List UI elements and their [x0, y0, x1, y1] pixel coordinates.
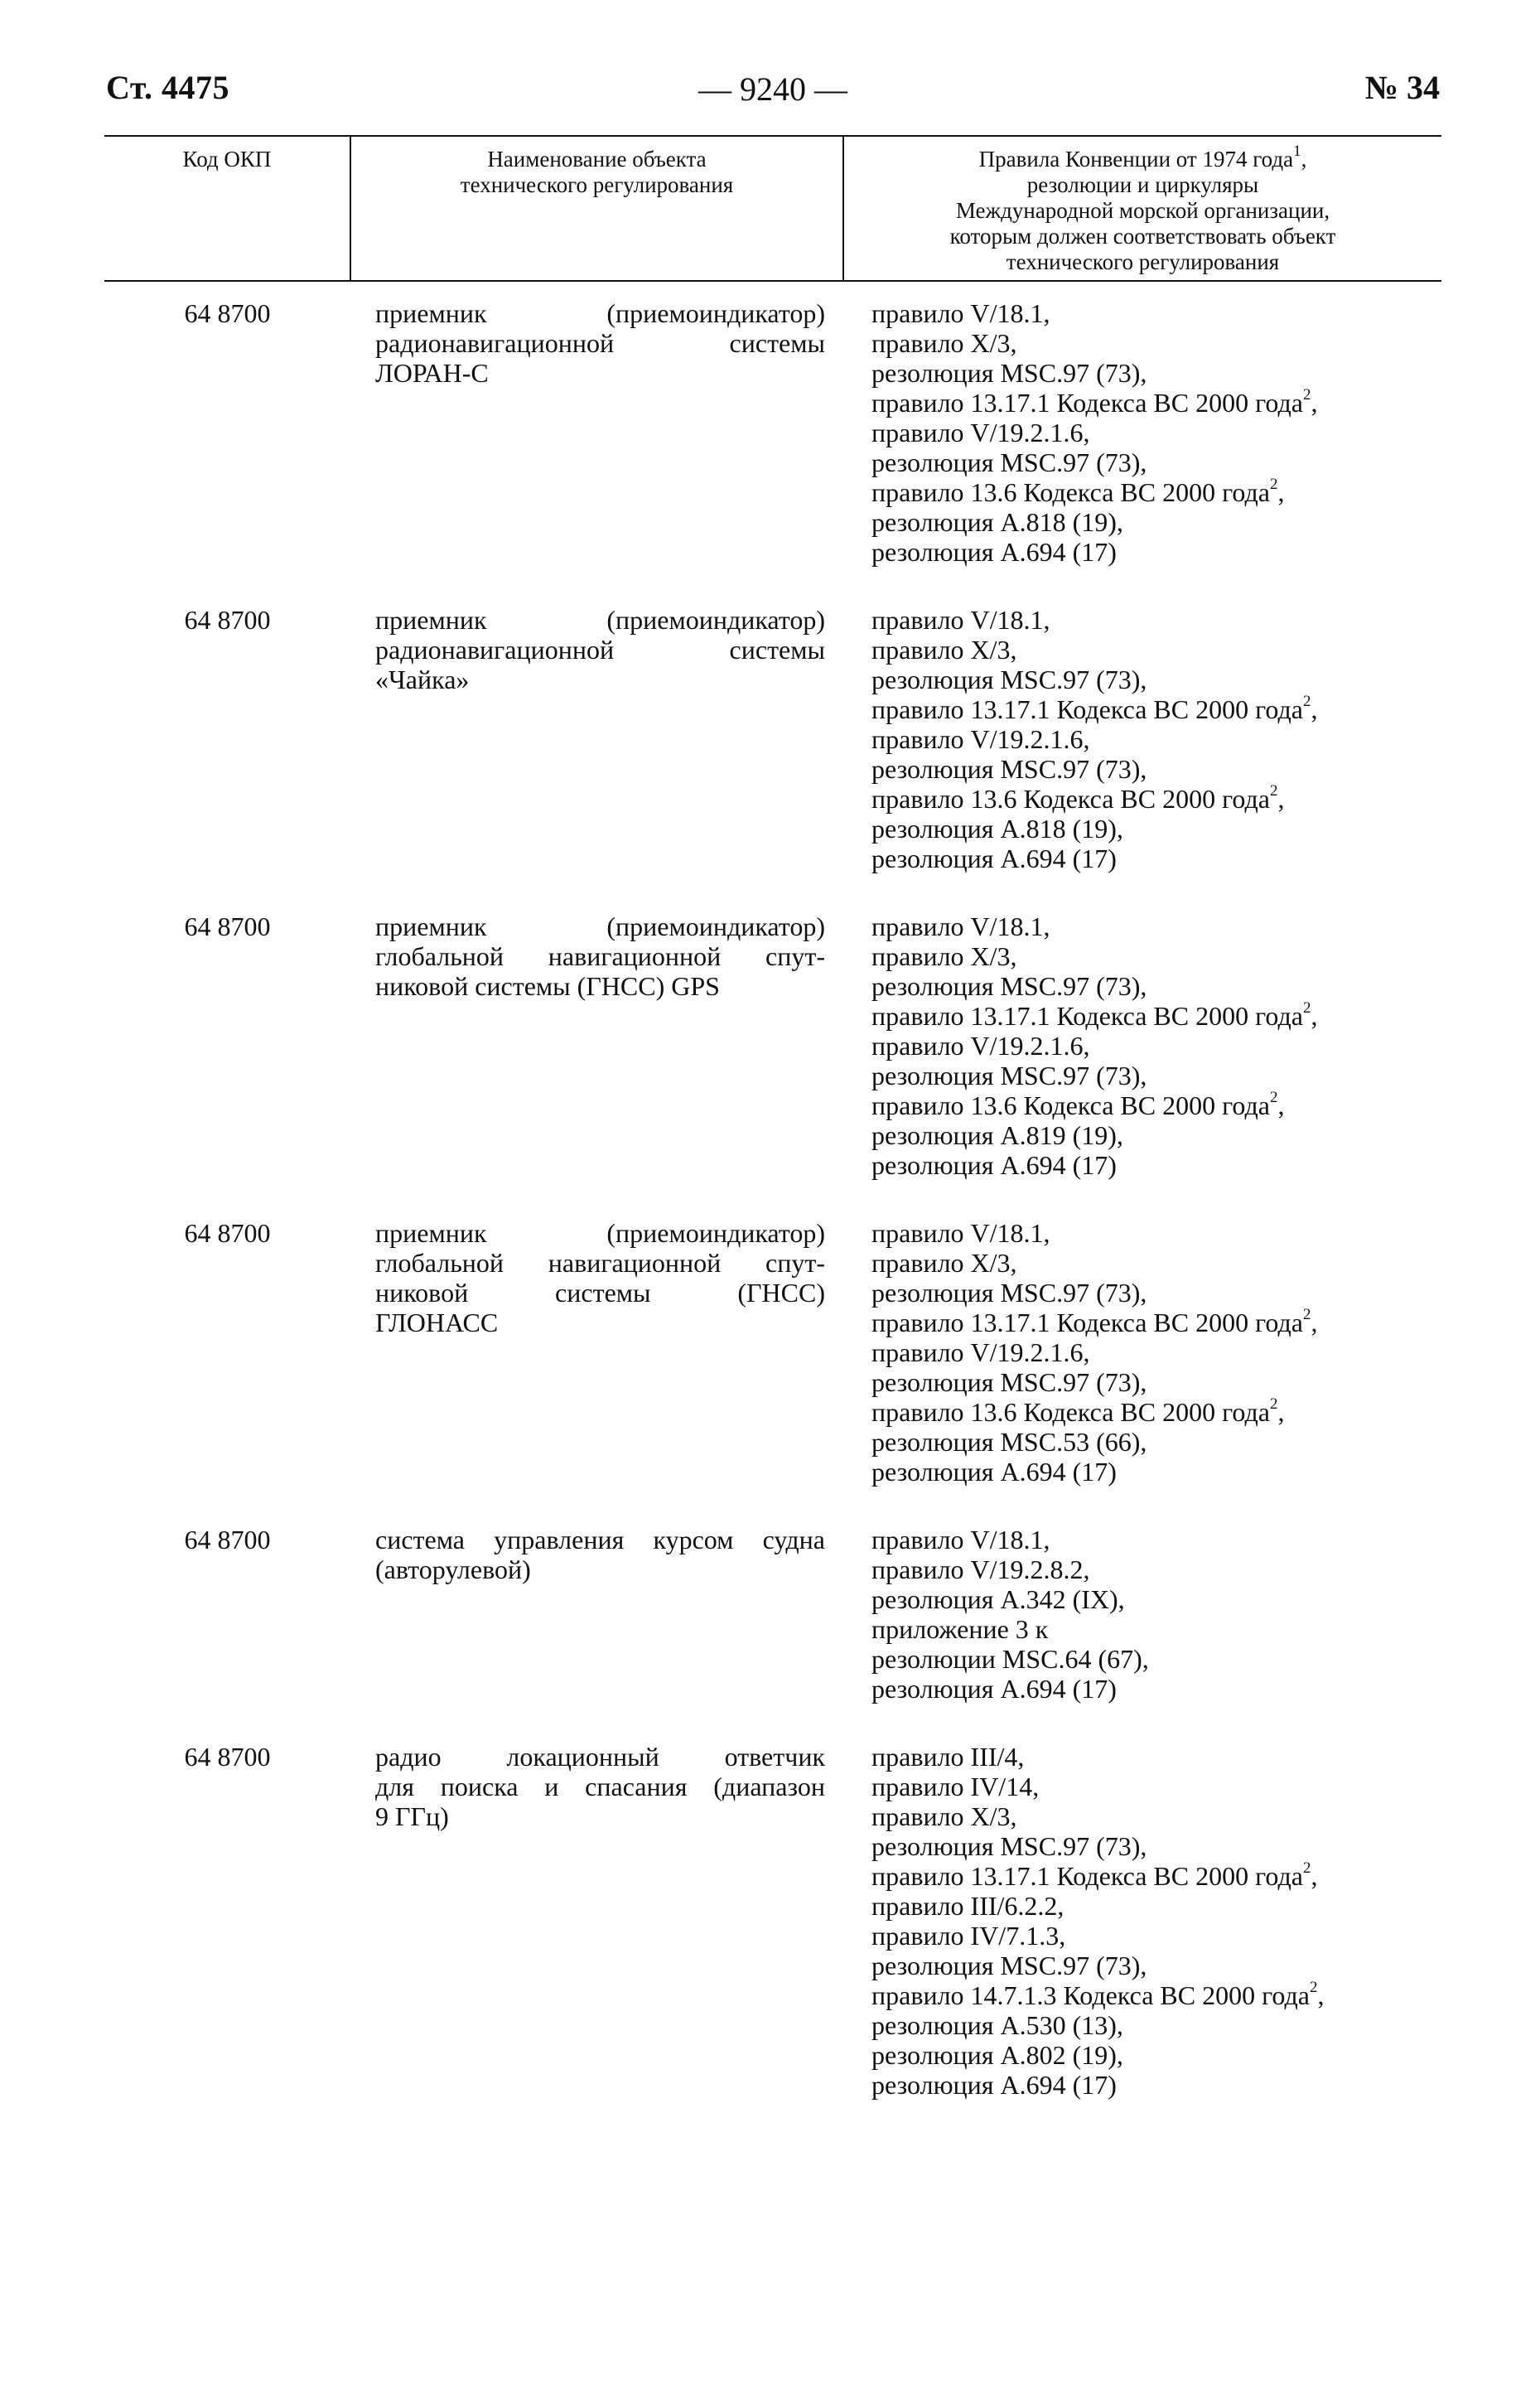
rules-cell: [843, 567, 1441, 873]
rule-reference-text: правило 14.7.1.3 Кодекса ВС 2000 года: [871, 1980, 1310, 2010]
table-row: [104, 873, 1441, 1180]
rule-reference: [871, 537, 1441, 567]
rule-reference: [871, 1644, 1441, 1674]
table-row: [104, 1704, 1441, 2100]
footnote-marker: 2: [1269, 476, 1278, 494]
rule-reference: [871, 844, 1441, 873]
rule-reference-text: резолюция A.694 (17): [871, 2070, 1117, 2100]
rule-reference: [871, 1674, 1441, 1704]
table-row: [104, 1487, 1441, 1704]
rule-reference-text: правило V/18.1,: [871, 605, 1050, 635]
rule-reference-text: приложение 3 к: [871, 1614, 1049, 1644]
rule-reference: [871, 1831, 1441, 1861]
column-header-rules-line: Международной морской организации,: [955, 198, 1330, 223]
rule-reference: [871, 1772, 1441, 1801]
rule-reference-tail: ,: [1311, 1308, 1318, 1337]
object-name-line: глобальной навигационной спут-: [375, 1248, 825, 1278]
object-name-cell: [350, 567, 843, 873]
rule-reference-text: резолюция MSC.97 (73),: [871, 1951, 1147, 1980]
rule-reference: [871, 1980, 1441, 2010]
rule-reference-text: резолюция A.694 (17): [871, 1150, 1117, 1180]
object-name-line: система управления курсом судна: [375, 1525, 825, 1554]
okp-code-cell: [104, 873, 350, 1180]
rules-cell: [843, 281, 1441, 567]
column-header-rules-tail: ,: [1301, 147, 1307, 172]
footnote-marker: 2: [1302, 386, 1311, 404]
object-name-cell: [350, 1704, 843, 2100]
rule-reference-text: резолюция A.530 (13),: [871, 2010, 1123, 2040]
footnote-marker: 1: [1293, 143, 1301, 160]
rule-reference: [871, 358, 1441, 388]
rule-reference-text: правило V/18.1,: [871, 1525, 1050, 1554]
rule-reference-text: правило III/6.2.2,: [871, 1891, 1064, 1921]
rule-reference-text: правило 13.6 Кодекса ВС 2000 года: [871, 1397, 1270, 1427]
rule-reference-text: правило 13.17.1 Кодекса ВС 2000 года: [871, 1001, 1303, 1031]
page-number: — 9240 —: [698, 70, 847, 108]
rule-reference: [871, 941, 1441, 971]
rule-reference: [871, 1801, 1441, 1831]
rule-reference: [871, 1457, 1441, 1487]
column-header-rules-line: резолюции и циркуляры: [1026, 172, 1259, 197]
table-row: [104, 567, 1441, 873]
rule-reference-tail: ,: [1311, 1861, 1318, 1891]
rule-reference-text: резолюция A.802 (19),: [871, 2040, 1123, 2070]
rule-reference-text: правило V/19.2.1.6,: [871, 1031, 1090, 1061]
rule-reference: [871, 2010, 1441, 2040]
table-body: [104, 281, 1441, 2100]
rule-reference-text: резолюция A.694 (17): [871, 1674, 1117, 1704]
column-header-rules: [843, 136, 1441, 281]
rule-reference-text: правило 13.17.1 Кодекса ВС 2000 года: [871, 694, 1303, 724]
rule-reference: [871, 971, 1441, 1001]
rule-reference: [871, 1554, 1441, 1584]
rule-reference-text: правило V/18.1,: [871, 298, 1050, 328]
rule-reference-tail: ,: [1317, 1980, 1325, 2010]
object-name-line: радионавигационной системы: [375, 328, 825, 358]
rule-reference-text: резолюция A.342 (IX),: [871, 1584, 1125, 1614]
rule-reference-text: резолюция MSC.53 (66),: [871, 1427, 1147, 1457]
rule-reference-text: правило V/19.2.1.6,: [871, 1337, 1090, 1367]
rule-reference: [871, 388, 1441, 418]
object-name-line: радионавигационной системы: [375, 635, 825, 665]
footnote-marker: 2: [1302, 999, 1311, 1018]
rule-reference-tail: ,: [1277, 784, 1285, 814]
table-header-row: [104, 136, 1441, 281]
rule-reference-text: резолюция A.818 (19),: [871, 814, 1123, 844]
rule-reference: [871, 911, 1441, 941]
rule-reference-text: резолюция MSC.97 (73),: [871, 665, 1147, 694]
table-row: [104, 1180, 1441, 1487]
object-name-cell: [350, 1180, 843, 1487]
okp-code: 64 8700: [184, 605, 271, 635]
rule-reference: [871, 1584, 1441, 1614]
column-header-name-line: Наименование объекта: [487, 147, 707, 172]
okp-code-cell: [104, 1704, 350, 2100]
column-header-rules-line: которым должен соответствовать объект: [949, 224, 1336, 249]
rule-reference: [871, 1397, 1441, 1427]
rule-reference: [871, 507, 1441, 537]
footnote-marker: 2: [1302, 1859, 1311, 1878]
rule-reference-text: резолюция A.694 (17): [871, 1457, 1117, 1487]
rule-reference: [871, 1150, 1441, 1180]
rule-reference: [871, 418, 1441, 447]
object-name-cell: [350, 873, 843, 1180]
rule-reference: [871, 665, 1441, 694]
object-name-line: никовой системы (ГНСС) GPS: [375, 971, 720, 1001]
rule-reference: [871, 1308, 1441, 1337]
footnote-marker: 2: [1309, 1979, 1318, 1997]
rule-reference: [871, 1614, 1441, 1644]
okp-code-cell: [104, 281, 350, 567]
rule-reference: [871, 635, 1441, 665]
regulation-table-container: [104, 135, 1441, 2100]
rule-reference-text: правило III/4,: [871, 1742, 1025, 1772]
rule-reference-text: резолюция A.694 (17): [871, 844, 1117, 873]
rule-reference: [871, 605, 1441, 635]
object-name-line: ЛОРАН-С: [375, 358, 489, 388]
rule-reference-tail: ,: [1277, 1090, 1285, 1120]
rule-reference: [871, 2040, 1441, 2070]
object-name-line: никовой системы (ГНСС): [375, 1278, 825, 1308]
rule-reference-text: резолюция MSC.97 (73),: [871, 971, 1147, 1001]
issue-number: № 34: [1364, 69, 1440, 106]
okp-code: 64 8700: [184, 1218, 271, 1248]
rule-reference: [871, 754, 1441, 784]
rule-reference-text: правило X/3,: [871, 1801, 1017, 1831]
okp-code: 64 8700: [184, 298, 271, 328]
rule-reference: [871, 1427, 1441, 1457]
rule-reference: [871, 1525, 1441, 1554]
rule-reference-tail: ,: [1311, 694, 1318, 724]
rule-reference: [871, 477, 1441, 507]
rule-reference-text: правило 13.17.1 Кодекса ВС 2000 года: [871, 388, 1303, 418]
rule-reference: [871, 724, 1441, 754]
rule-reference-text: правило V/19.2.1.6,: [871, 418, 1090, 447]
rule-reference: [871, 1337, 1441, 1367]
okp-code: 64 8700: [184, 1525, 271, 1554]
rule-reference-text: правило 13.17.1 Кодекса ВС 2000 года: [871, 1308, 1303, 1337]
object-name-line: (авторулевой): [375, 1554, 531, 1584]
rule-reference-text: правило 13.6 Кодекса ВС 2000 года: [871, 1090, 1270, 1120]
rule-reference: [871, 694, 1441, 724]
column-header-code: [104, 136, 350, 281]
rule-reference: [871, 1742, 1441, 1772]
object-name-line: приемник (приемоиндикатор): [375, 1218, 825, 1248]
rule-reference-text: правило X/3,: [871, 1248, 1017, 1278]
rule-reference-text: резолюция MSC.97 (73),: [871, 1061, 1147, 1090]
okp-code-cell: [104, 567, 350, 873]
rule-reference-tail: ,: [1311, 388, 1318, 418]
object-name-line: 9 ГГц): [375, 1801, 449, 1831]
rule-reference: [871, 1861, 1441, 1891]
page-header: [106, 68, 1440, 118]
rule-reference-text: резолюция MSC.97 (73),: [871, 358, 1147, 388]
object-name-line: приемник (приемоиндикатор): [375, 605, 825, 635]
rule-reference-text: резолюция MSC.97 (73),: [871, 754, 1147, 784]
column-header-rules-text: Правила Конвенции от 1974 года: [978, 147, 1294, 172]
rule-reference-text: резолюция MSC.97 (73),: [871, 1831, 1147, 1861]
regulation-table: [104, 135, 1441, 2100]
rules-cell: [843, 1180, 1441, 1487]
object-name-line: радио локационный ответчик: [375, 1742, 825, 1772]
rule-reference: [871, 1951, 1441, 1980]
rule-reference-text: резолюция A.694 (17): [871, 537, 1117, 567]
rule-reference: [871, 1921, 1441, 1951]
rule-reference-text: правило X/3,: [871, 328, 1017, 358]
rule-reference: [871, 1248, 1441, 1278]
table-row: [104, 281, 1441, 567]
object-name-line: ГЛОНАСС: [375, 1308, 499, 1337]
rule-reference-text: правило IV/14,: [871, 1772, 1040, 1801]
rule-reference: [871, 1031, 1441, 1061]
column-header-name: [350, 136, 843, 281]
object-name-line: приемник (приемоиндикатор): [375, 298, 825, 328]
rule-reference-text: резолюция A.819 (19),: [871, 1120, 1123, 1150]
rules-cell: [843, 1704, 1441, 2100]
object-name-line: приемник (приемоиндикатор): [375, 911, 825, 941]
object-name-line: «Чайка»: [375, 665, 470, 694]
rule-reference: [871, 1061, 1441, 1090]
rule-reference-tail: ,: [1311, 1001, 1318, 1031]
column-header-rules-line: [856, 143, 1430, 172]
rule-reference-text: правило V/19.2.1.6,: [871, 724, 1090, 754]
rules-cell: [843, 1487, 1441, 1704]
footnote-marker: 2: [1302, 1306, 1311, 1324]
rules-cell: [843, 873, 1441, 1180]
rule-reference: [871, 1090, 1441, 1120]
rule-reference-tail: ,: [1277, 1397, 1285, 1427]
rule-reference: [871, 328, 1441, 358]
object-name-line: для поиска и спасания (диапазон: [375, 1772, 825, 1801]
rule-reference-text: правило V/18.1,: [871, 1218, 1050, 1248]
rule-reference-tail: ,: [1277, 477, 1285, 507]
column-header-name-line: технического регулирования: [460, 172, 734, 197]
rule-reference-text: резолюция MSC.97 (73),: [871, 1278, 1147, 1308]
rule-reference-text: правило X/3,: [871, 635, 1017, 665]
rule-reference: [871, 1218, 1441, 1248]
rule-reference-text: резолюция MSC.97 (73),: [871, 447, 1147, 477]
rule-reference: [871, 298, 1441, 328]
object-name-cell: [350, 1487, 843, 1704]
article-number: Ст. 4475: [106, 69, 229, 106]
rule-reference: [871, 1120, 1441, 1150]
rule-reference-text: правило X/3,: [871, 941, 1017, 971]
rule-reference: [871, 1001, 1441, 1031]
rule-reference-text: резолюции MSC.64 (67),: [871, 1644, 1149, 1674]
rule-reference-text: правило V/19.2.8.2,: [871, 1554, 1090, 1584]
rule-reference-text: правило 13.17.1 Кодекса ВС 2000 года: [871, 1861, 1303, 1891]
rule-reference: [871, 1367, 1441, 1397]
object-name-cell: [350, 281, 843, 567]
footnote-marker: 2: [1269, 1395, 1278, 1414]
okp-code-cell: [104, 1487, 350, 1704]
okp-code: 64 8700: [184, 1742, 271, 1772]
rule-reference: [871, 784, 1441, 814]
rule-reference-text: правило 13.6 Кодекса ВС 2000 года: [871, 784, 1270, 814]
object-name-line: глобальной навигационной спут-: [375, 941, 825, 971]
okp-code-cell: [104, 1180, 350, 1487]
rule-reference-text: резолюция MSC.97 (73),: [871, 1367, 1147, 1397]
okp-code: 64 8700: [184, 911, 271, 941]
rule-reference: [871, 814, 1441, 844]
column-header-code-label: Код ОКП: [182, 147, 272, 172]
footnote-marker: 2: [1302, 693, 1311, 711]
rule-reference: [871, 1891, 1441, 1921]
rule-reference-text: резолюция A.818 (19),: [871, 507, 1123, 537]
rule-reference: [871, 1278, 1441, 1308]
rule-reference-text: правило IV/7.1.3,: [871, 1921, 1066, 1951]
footnote-marker: 2: [1269, 782, 1278, 800]
rule-reference: [871, 447, 1441, 477]
footnote-marker: 2: [1269, 1089, 1278, 1107]
column-header-rules-line: технического регулирования: [1006, 249, 1280, 274]
rule-reference-text: правило V/18.1,: [871, 911, 1050, 941]
rule-reference-text: правило 13.6 Кодекса ВС 2000 года: [871, 477, 1270, 507]
rule-reference: [871, 2070, 1441, 2100]
